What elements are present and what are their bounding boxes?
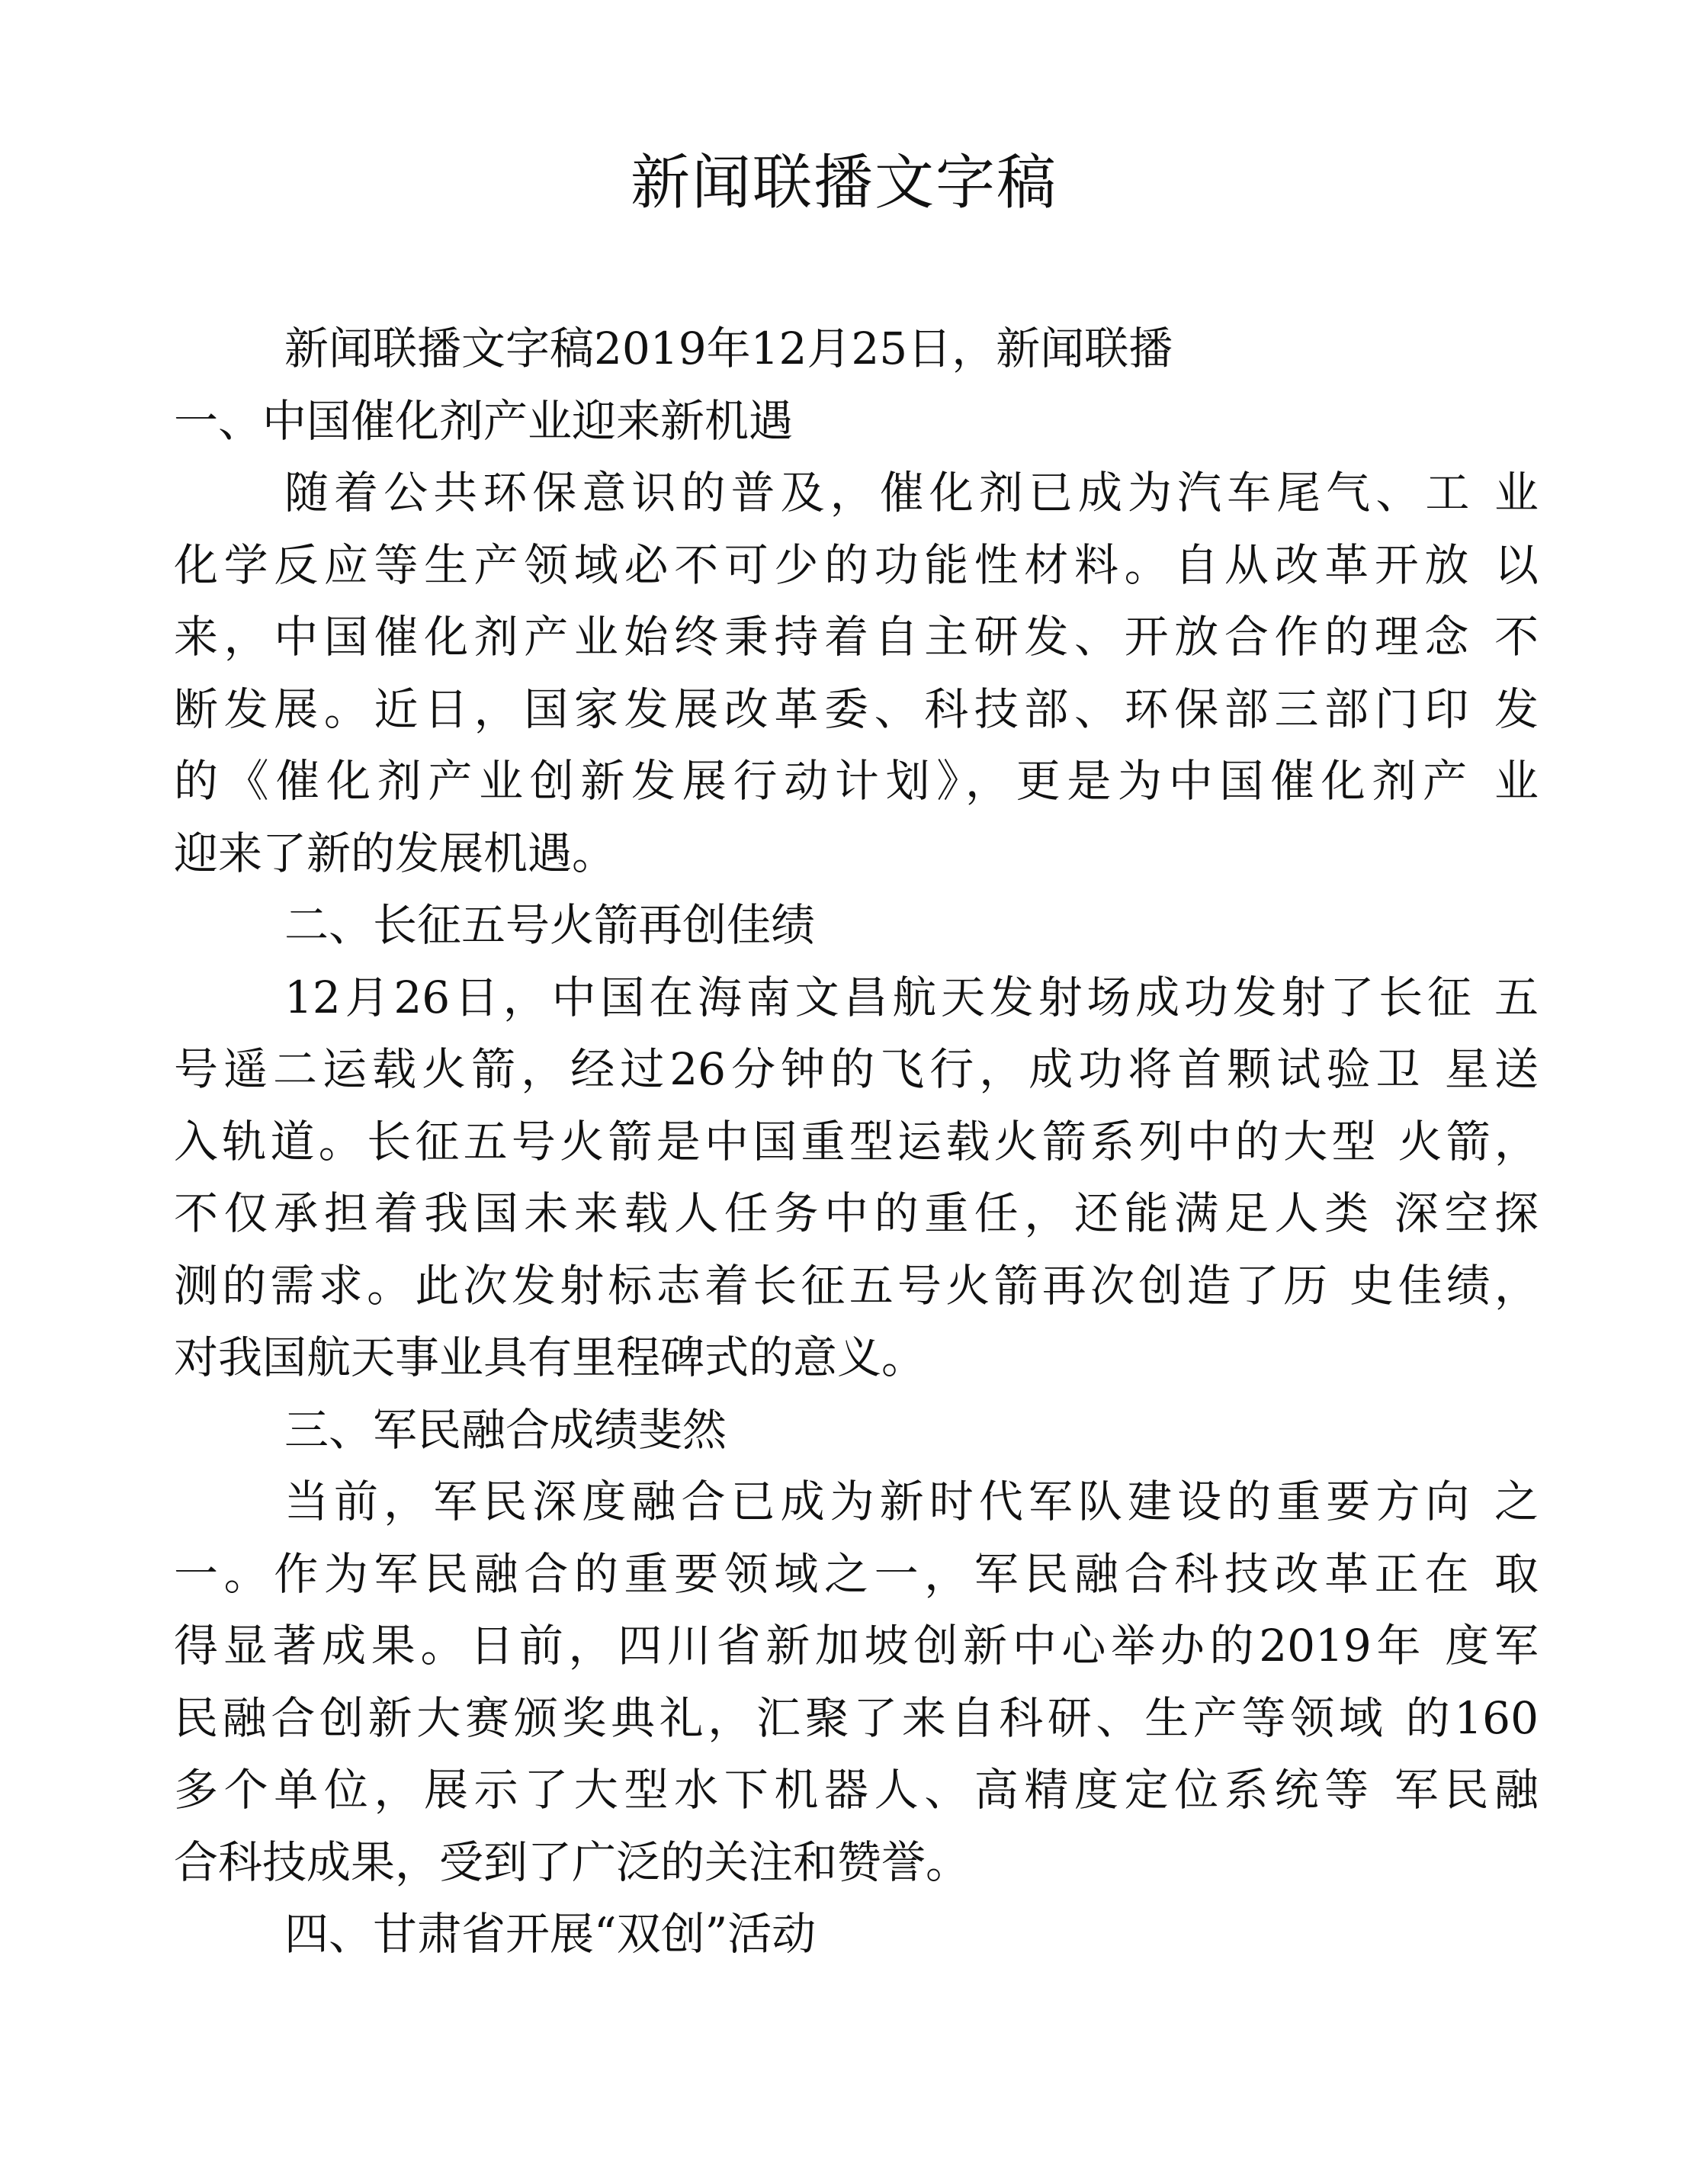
text-line: 三、军民融合成绩斐然 [284,1403,727,1456]
text-line: 一、中国催化剂产业迎来新机遇 [174,394,794,447]
document-body [174,313,1539,1970]
text-line: 多个单位，展示了大型水下机器人、高精度定位系统等 军民融 [174,1764,1539,1816]
text-line: 断发展。近日，国家发展改革委、科技部、环保部三部门印 发 [174,682,1539,735]
text-line: 12月26日，中国在海南文昌航天发射场成功发射了长征 五 [284,971,1539,1023]
text-line: 四、甘肃省开展“双创”活动 [284,1908,817,1960]
text-line: 随着公共环保意识的普及，催化剂已成为汽车尾气、工 业 [284,467,1539,519]
text-line: 合科技成果，受到了广泛的关注和赞誉。 [174,1836,971,1888]
text-line: 入轨道。长征五号火箭是中国重型运载火箭系列中的大型 火箭， [174,1115,1539,1167]
text-line: 得显著成果。日前，四川省新加坡创新中心举办的2019年 度军 [174,1620,1539,1672]
text-line: 来，中国催化剂产业始终秉持着自主研发、开放合作的理念 不 [174,611,1539,663]
text-line: 一。作为军民融合的重要领域之一，军民融合科技改革正在 取 [174,1547,1539,1600]
text-line: 当前，军民深度融合已成为新时代军队建设的重要方向 之 [284,1476,1539,1527]
text-line: 不仅承担着我国未来载人任务中的重任，还能满足人类 深空探 [174,1187,1539,1239]
text-line: 迎来了新的发展机遇。 [174,827,617,879]
text-line: 对我国航天事业具有里程碑式的意义。 [174,1331,926,1383]
text-line: 号遥二运载火箭，经过26分钟的飞行，成功将首颗试验卫 星送 [174,1043,1539,1095]
text-line: 的《催化剂产业创新发展行动计划》，更是为中国催化剂产 业 [174,755,1539,807]
text-line: 二、长征五号火箭再创佳绩 [284,899,816,951]
text-line: 化学反应等生产领域必不可少的功能性材料。自从改革开放 以 [174,538,1539,591]
text-line: 新闻联播文字稿2019年12月25日，新闻联播 [284,323,1173,374]
page-title: 新闻联播文字稿 [630,149,1057,217]
text-line: 民融合创新大赛颁奖典礼，汇聚了来自科研、生产等领域 的160 [174,1691,1539,1744]
text-line: 测的需求。此次发射标志着长征五号火箭再次创造了历 史佳绩， [174,1259,1539,1312]
